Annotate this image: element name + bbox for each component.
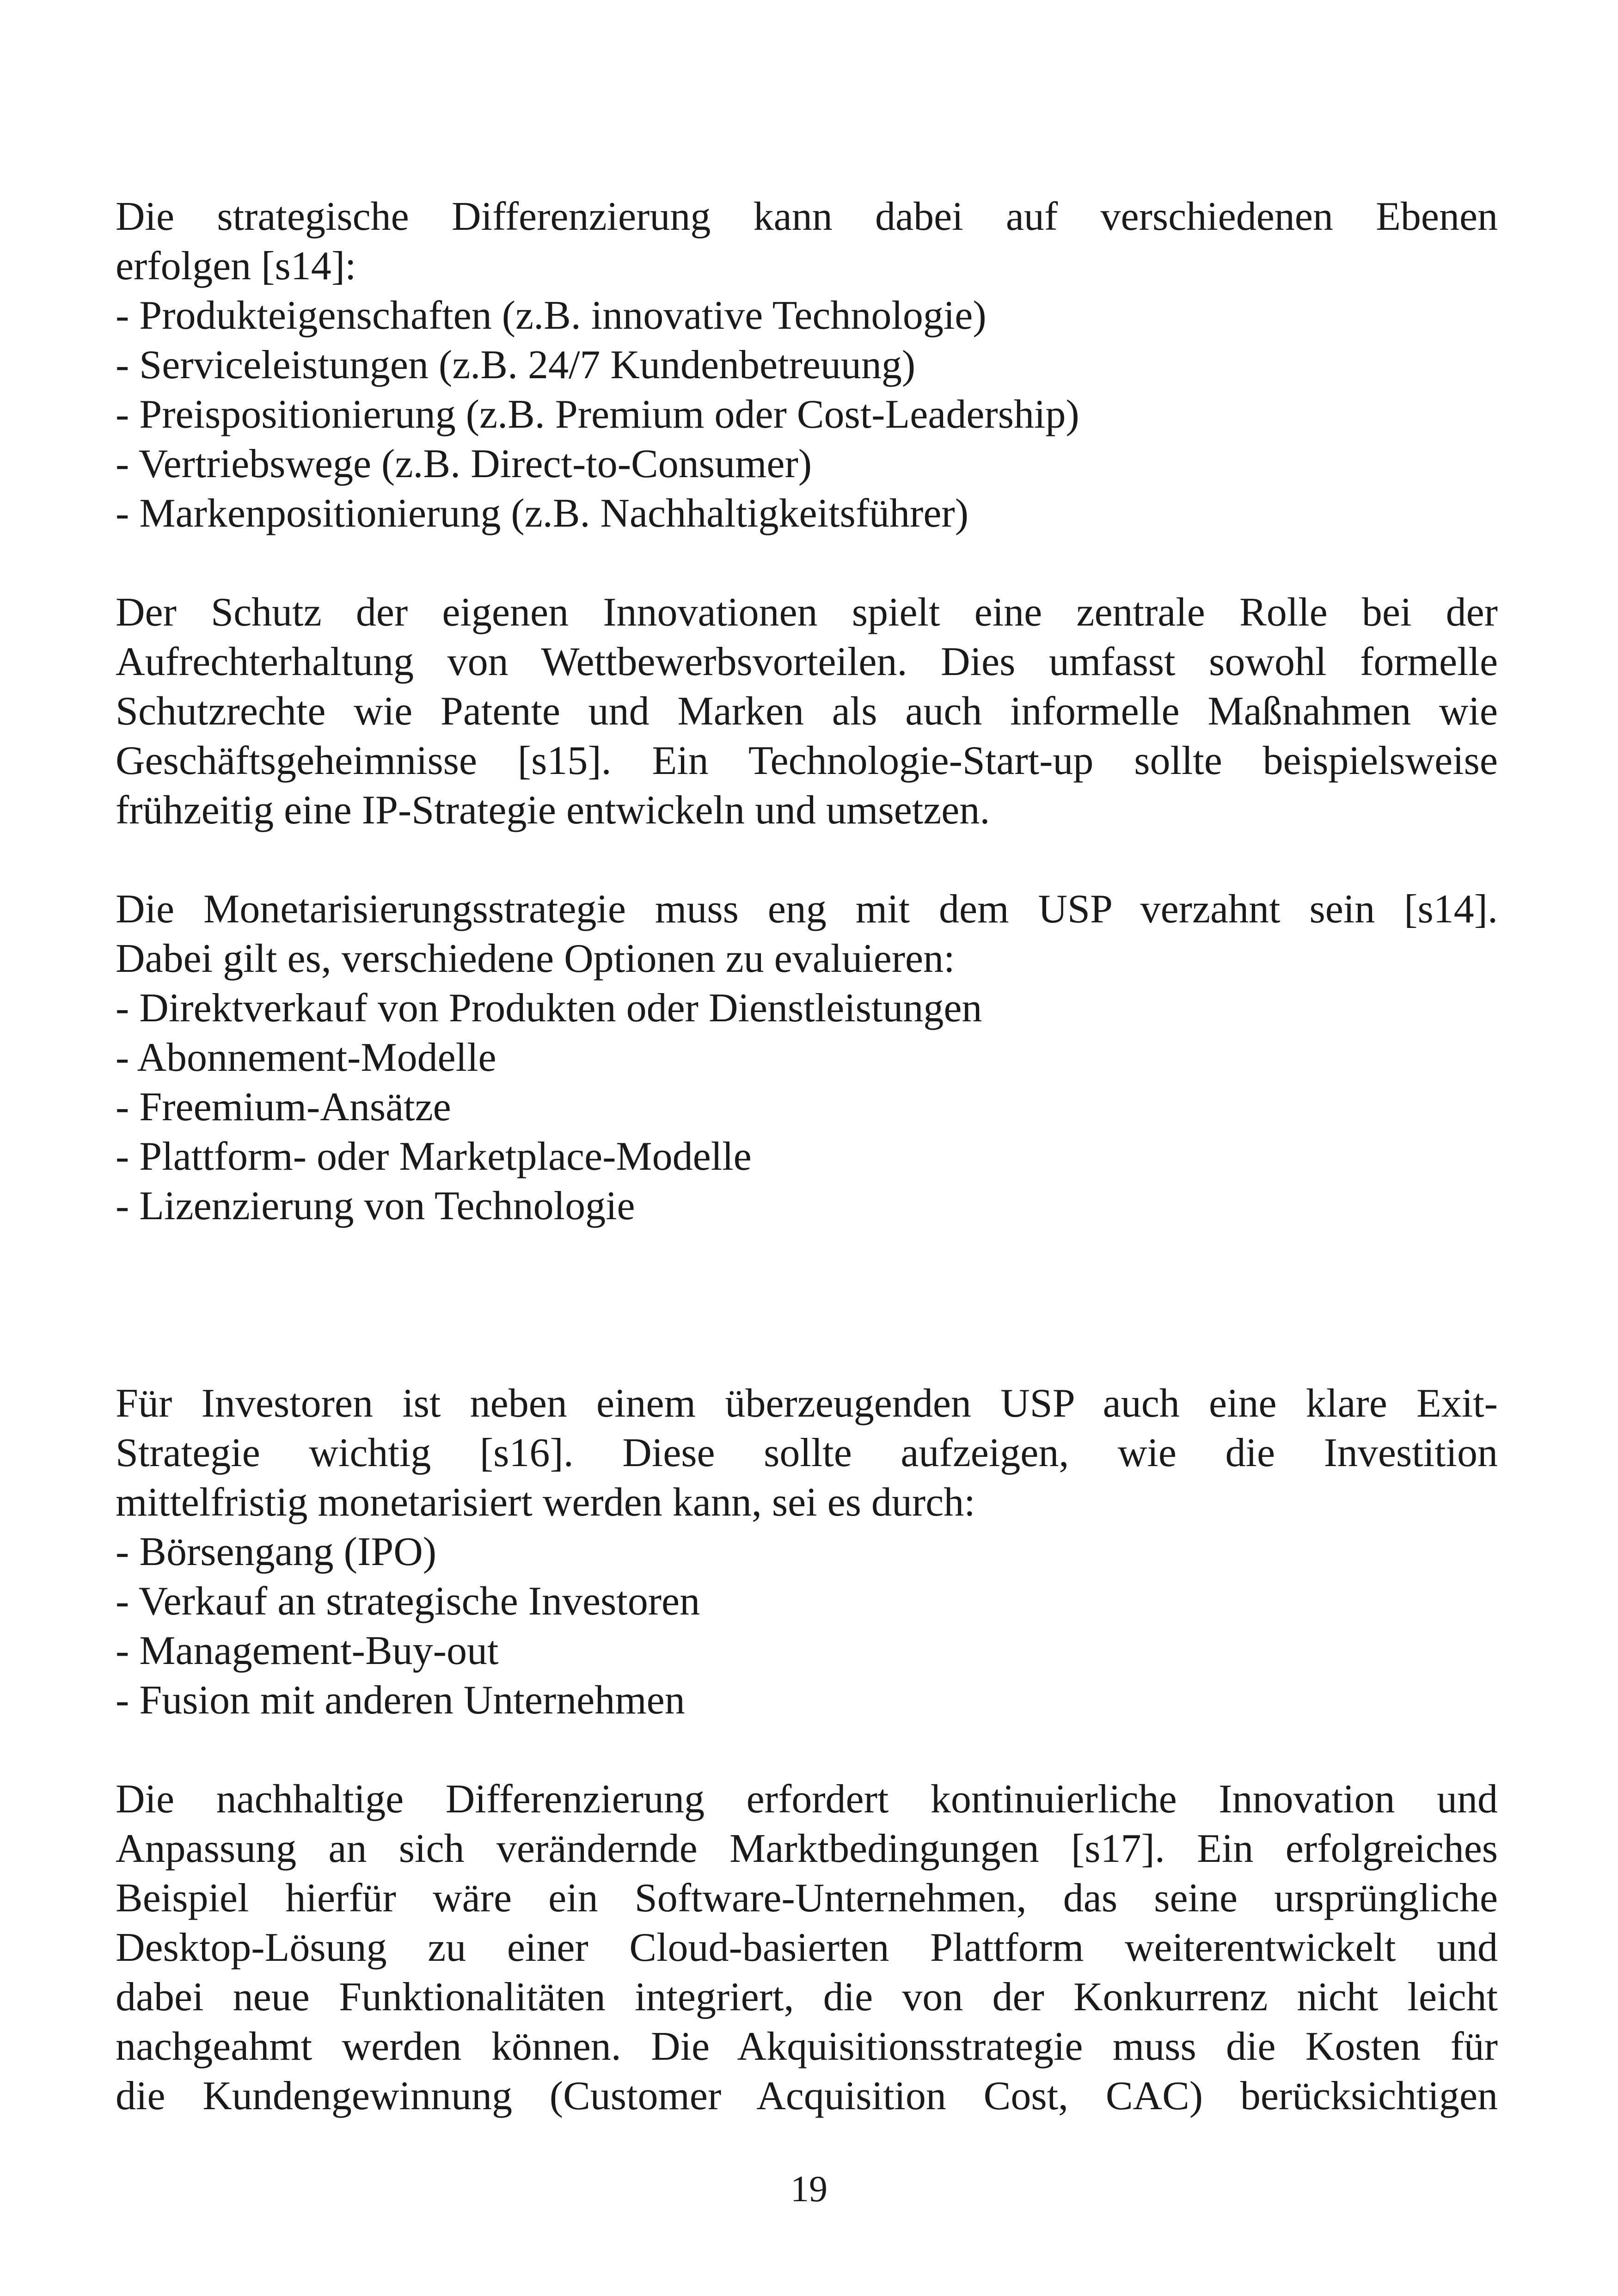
list-item: - Preispositionierung (z.B. Premium oder Cost-Leadership): [116, 392, 1079, 437]
list-item: - Management-Buy-out: [116, 1628, 499, 1673]
text-line: Für Investoren ist neben einem überzeugenden USP auch eine klare Exit-: [116, 1381, 1498, 1426]
list-item: - Lizenzierung von Technologie: [116, 1184, 635, 1228]
list-item: - Serviceleistungen (z.B. 24/7 Kundenbetreuung): [116, 343, 916, 387]
text-line: nachgeahmt werden können. Die Akquisitionsstrategie muss die Kosten für: [116, 2024, 1498, 2069]
paragraph-exit-strategy: [116, 1379, 1498, 1725]
text-line: Strategie wichtig [s16]. Diese sollte aufzeigen, wie die Investition: [116, 1430, 1498, 1475]
text-line: dabei neue Funktionalitäten integriert, die von der Konkurrenz nicht leicht: [116, 1975, 1498, 2020]
text-line: Dabei gilt es, verschiedene Optionen zu evaluieren:: [116, 936, 955, 981]
list-item: - Produkteigenschaften (z.B. innovative Technologie): [116, 293, 987, 338]
text-line: Der Schutz der eigenen Innovationen spielt eine zentrale Rolle bei der: [116, 590, 1498, 635]
text-line: die Kundengewinnung (Customer Acquisition Cost, CAC) berücksichtigen: [116, 2074, 1498, 2118]
paragraph-differentiation-levels: [116, 192, 1498, 538]
page-body: [116, 192, 1498, 2121]
paragraph-spacer: [116, 1725, 1498, 1774]
text-line: Die strategische Differenzierung kann dabei auf verschiedenen Ebenen: [116, 194, 1498, 239]
text-line: frühzeitig eine IP-Strategie entwickeln und umsetzen.: [116, 788, 990, 833]
text-line: Desktop-Lösung zu einer Cloud-basierten Plattform weiterentwickelt und: [116, 1925, 1498, 1970]
paragraph-innovation-protection: [116, 588, 1498, 835]
paragraph-spacer: [116, 1231, 1498, 1379]
paragraph-sustainable-differentiation: [116, 1774, 1498, 2121]
text-line: erfolgen [s14]:: [116, 244, 356, 289]
text-line: Die Monetarisierungsstrategie muss eng mit dem USP verzahnt sein [s14].: [116, 887, 1498, 932]
list-item: - Plattform- oder Marketplace-Modelle: [116, 1134, 752, 1179]
list-item: - Börsengang (IPO): [116, 1529, 437, 1574]
paragraph-spacer: [116, 538, 1498, 588]
text-line: Geschäftsgeheimnisse [s15]. Ein Technologie-Start-up sollte beispielsweise: [116, 738, 1498, 783]
list-item: - Markenpositionierung (z.B. Nachhaltigkeitsführer): [116, 491, 968, 536]
list-item: - Verkauf an strategische Investoren: [116, 1579, 700, 1624]
paragraph-spacer: [116, 835, 1498, 884]
text-line: Beispiel hierfür wäre ein Software-Unternehmen, das seine ursprüngliche: [116, 1876, 1498, 1921]
text-line: Aufrechterhaltung von Wettbewerbsvorteilen. Dies umfasst sowohl formelle: [116, 639, 1498, 684]
text-line: Anpassung an sich verändernde Marktbedingungen [s17]. Ein erfolgreiches: [116, 1826, 1498, 1871]
text-line: Die nachhaltige Differenzierung erfordert kontinuierliche Innovation und: [116, 1777, 1498, 1822]
list-item: - Direktverkauf von Produkten oder Dienstleistungen: [116, 986, 982, 1031]
page-number: 19: [791, 2169, 827, 2210]
list-item: - Abonnement-Modelle: [116, 1035, 496, 1080]
text-line: mittelfristig monetarisiert werden kann, sei es durch:: [116, 1480, 975, 1525]
text-line: Schutzrechte wie Patente und Marken als auch informelle Maßnahmen wie: [116, 689, 1498, 734]
paragraph-monetization: [116, 884, 1498, 1231]
list-item: - Vertriebswege (z.B. Direct-to-Consumer): [116, 442, 812, 486]
list-item: - Fusion mit anderen Unternehmen: [116, 1678, 685, 1723]
list-item: - Freemium-Ansätze: [116, 1085, 451, 1130]
